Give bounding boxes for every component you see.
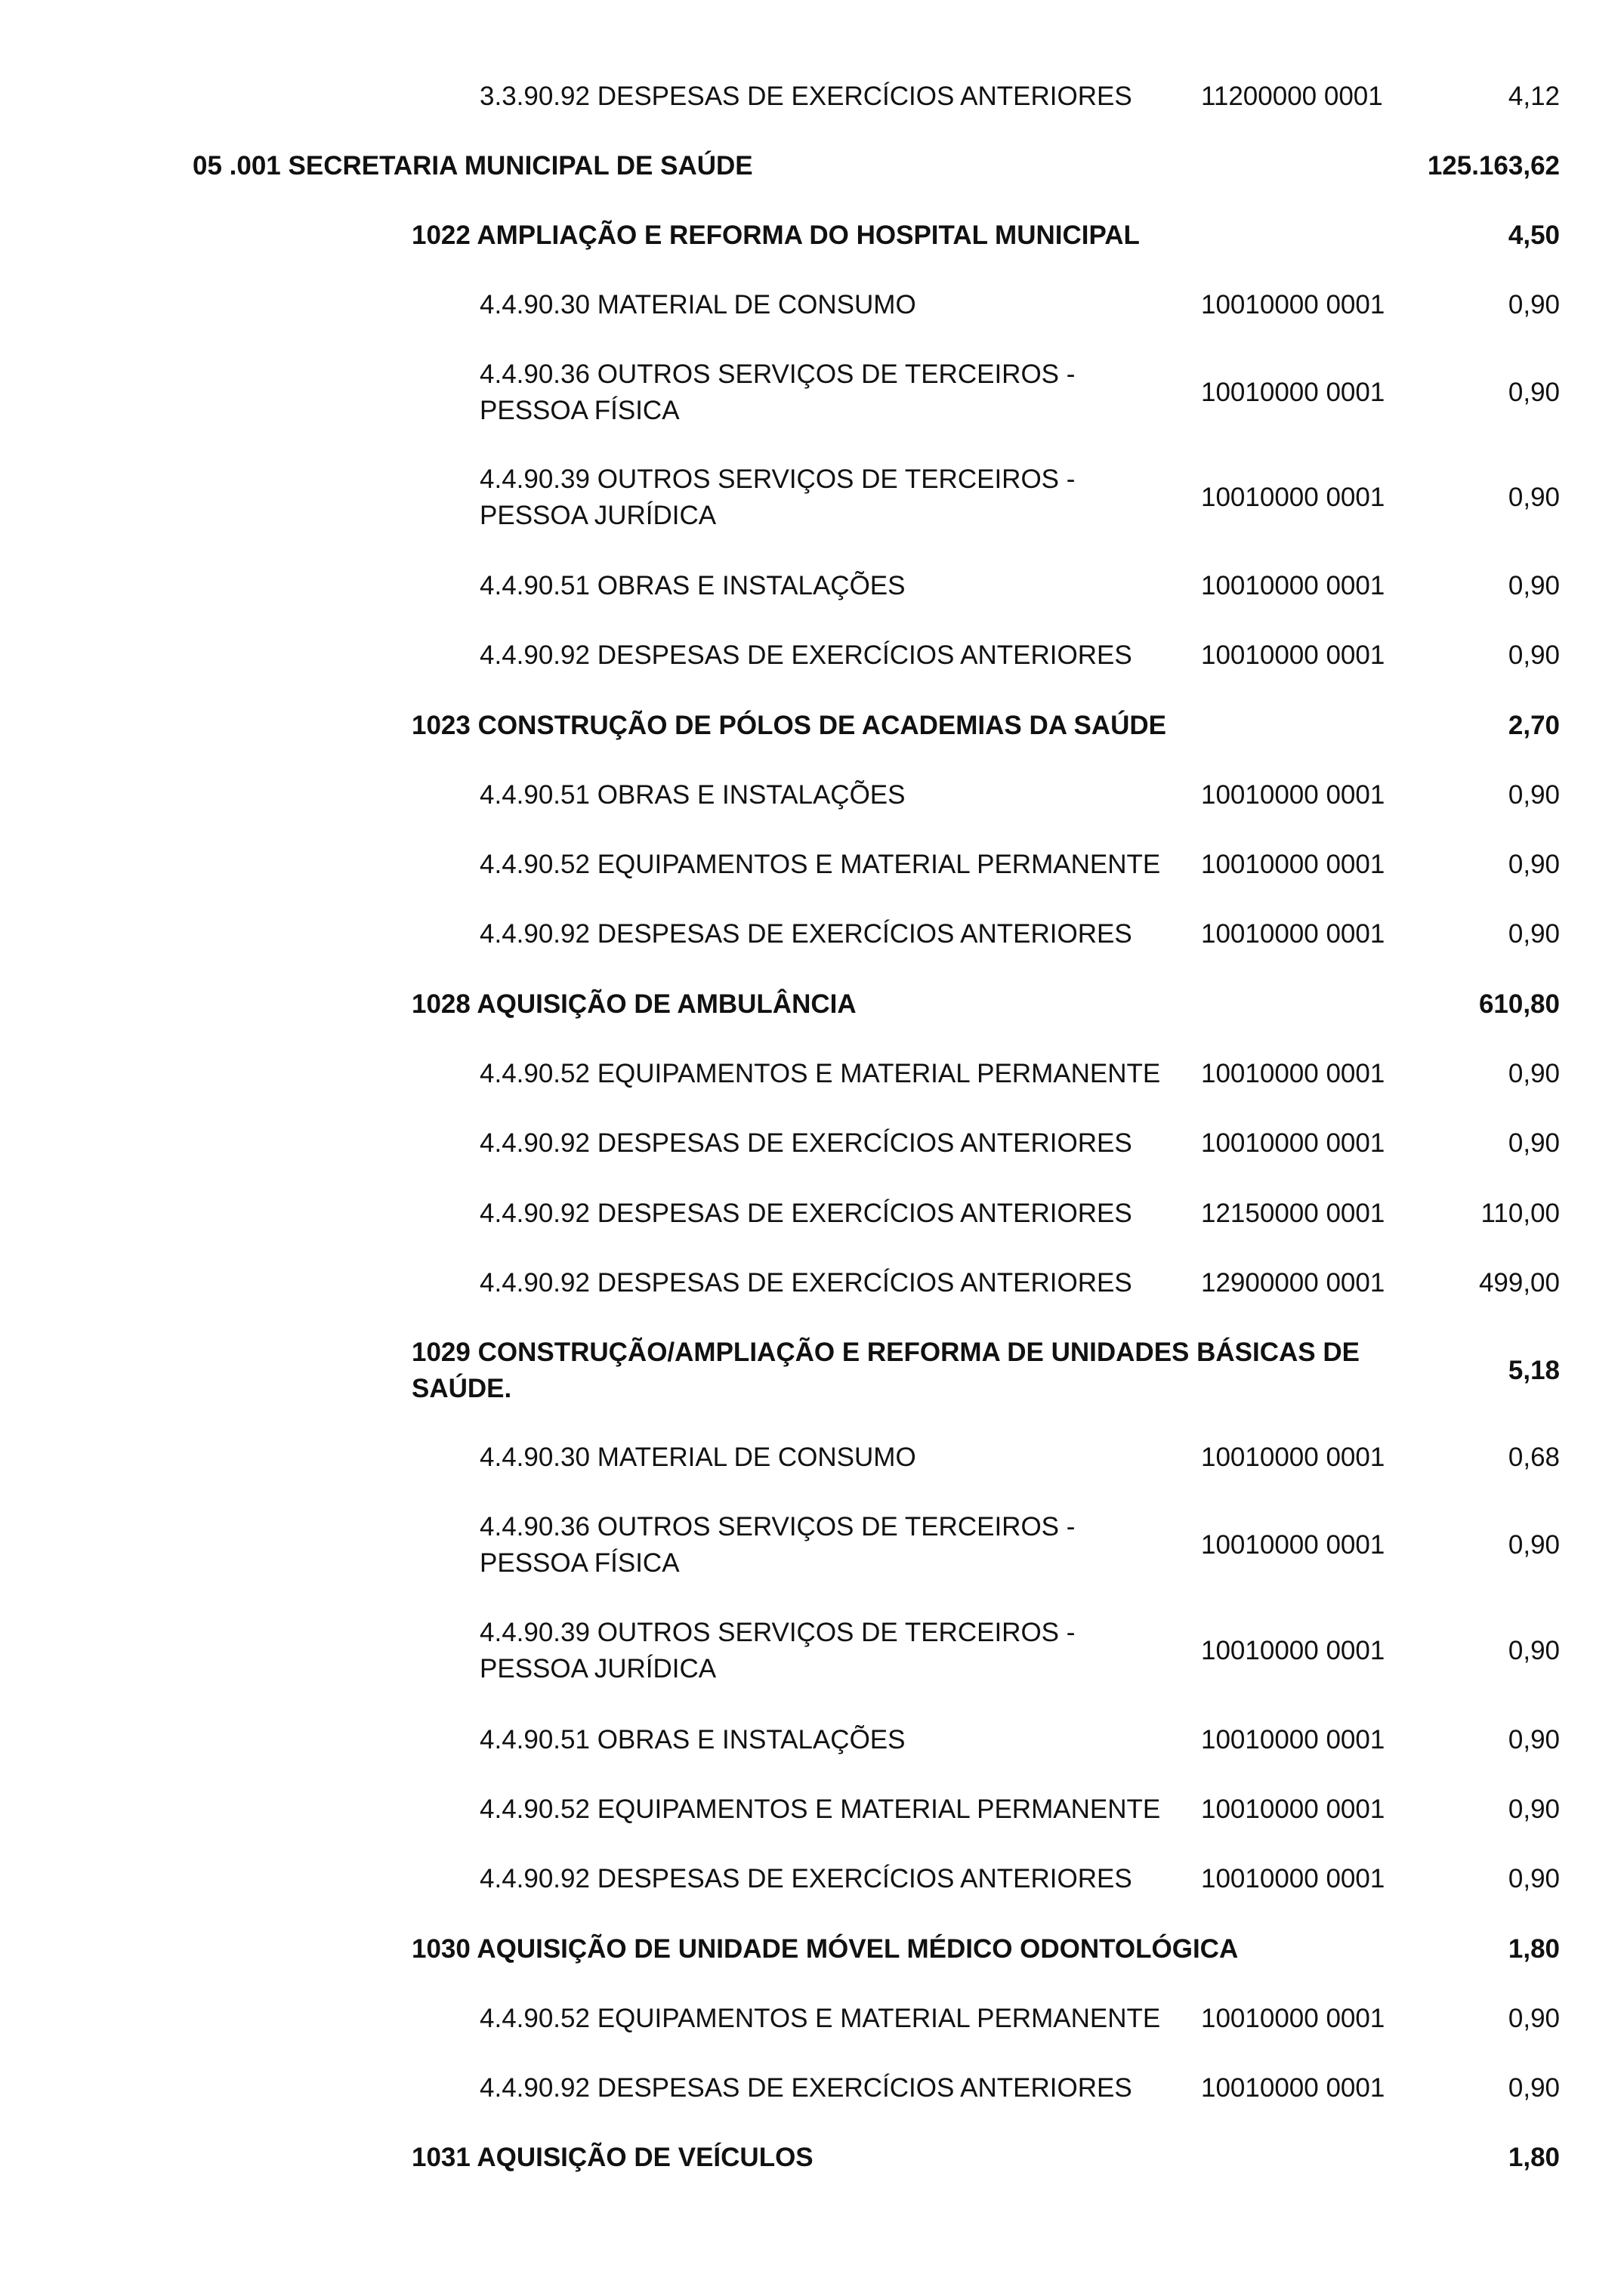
item-source: 11200000 0001 — [1201, 82, 1383, 111]
project-description: 1031 AQUISIÇÃO DE VEÍCULOS — [412, 2143, 814, 2172]
item-row — [480, 356, 1560, 429]
item-value: 0,90 — [1508, 919, 1560, 949]
project-value: 610,80 — [1478, 989, 1560, 1019]
item-description: 4.4.90.92 DESPESAS DE EXERCÍCIOS ANTERIORES — [480, 1864, 1132, 1893]
item-description: 4.4.90.36 OUTROS SERVIÇOS DE TERCEIROS - PESSOA FÍSICA — [480, 1512, 1076, 1578]
item-description: 4.4.90.92 DESPESAS DE EXERCÍCIOS ANTERIORES — [480, 1199, 1132, 1228]
item-source: 10010000 0001 — [1201, 780, 1385, 810]
item-source: 12150000 0001 — [1201, 1199, 1385, 1228]
item-value: 0,90 — [1508, 1128, 1560, 1158]
item-description: 4.4.90.52 EQUIPAMENTOS E MATERIAL PERMANENTE — [480, 2004, 1161, 2033]
item-description: 4.4.90.39 OUTROS SERVIÇOS DE TERCEIROS - PESSOA JURÍDICA — [480, 1618, 1076, 1683]
item-value: 0,90 — [1508, 1795, 1560, 1824]
item-description: 4.4.90.36 OUTROS SERVIÇOS DE TERCEIROS - PESSOA FÍSICA — [480, 360, 1076, 425]
project-description: 1022 AMPLIAÇÃO E REFORMA DO HOSPITAL MUNICIPAL — [412, 221, 1140, 250]
item-value: 0,90 — [1508, 483, 1560, 512]
section-value: 125.163,62 — [1427, 151, 1560, 181]
item-source: 10010000 0001 — [1201, 1795, 1385, 1824]
project-value: 1,80 — [1508, 2143, 1560, 2172]
item-description: 4.4.90.92 DESPESAS DE EXERCÍCIOS ANTERIORES — [480, 1128, 1132, 1158]
item-value: 0,90 — [1508, 571, 1560, 600]
item-description: 4.4.90.92 DESPESAS DE EXERCÍCIOS ANTERIORES — [480, 919, 1132, 949]
item-source: 10010000 0001 — [1201, 2073, 1385, 2103]
item-value: 110,00 — [1480, 1199, 1560, 1228]
item-description: 3.3.90.92 DESPESAS DE EXERCÍCIOS ANTERIORES — [480, 82, 1132, 111]
item-row — [480, 1509, 1560, 1582]
item-source: 12900000 0001 — [1201, 1268, 1385, 1298]
section-description: 05 .001 SECRETARIA MUNICIPAL DE SAÚDE — [193, 151, 753, 181]
project-value: 4,50 — [1508, 221, 1560, 250]
item-source: 10010000 0001 — [1201, 1864, 1385, 1893]
item-source: 10010000 0001 — [1201, 290, 1385, 319]
item-source: 10010000 0001 — [1201, 1059, 1385, 1088]
item-source: 10010000 0001 — [1201, 483, 1385, 512]
item-source: 10010000 0001 — [1201, 1443, 1385, 1472]
item-value: 0,90 — [1508, 640, 1560, 670]
project-description: 1030 AQUISIÇÃO DE UNIDADE MÓVEL MÉDICO ODONTOLÓGICA — [412, 1934, 1239, 1964]
item-source: 10010000 0001 — [1201, 640, 1385, 670]
item-description: 4.4.90.30 MATERIAL DE CONSUMO — [480, 290, 916, 319]
project-description: 1029 CONSTRUÇÃO/AMPLIAÇÃO E REFORMA DE UNIDADES BÁSICAS DE SAÚDE. — [412, 1338, 1360, 1403]
item-description: 4.4.90.92 DESPESAS DE EXERCÍCIOS ANTERIORES — [480, 640, 1132, 670]
item-source: 10010000 0001 — [1201, 919, 1385, 949]
item-description: 4.4.90.51 OBRAS E INSTALAÇÕES — [480, 1725, 906, 1754]
item-description: 4.4.90.51 OBRAS E INSTALAÇÕES — [480, 571, 906, 600]
item-value: 4,12 — [1508, 82, 1560, 111]
item-value: 499,00 — [1478, 1268, 1560, 1298]
item-value: 0,90 — [1508, 1864, 1560, 1893]
project-value: 2,70 — [1508, 711, 1560, 740]
item-value: 0,90 — [1508, 1636, 1560, 1665]
item-description: 4.4.90.51 OBRAS E INSTALAÇÕES — [480, 780, 906, 810]
project-value: 1,80 — [1508, 1934, 1560, 1964]
project-description: 1023 CONSTRUÇÃO DE PÓLOS DE ACADEMIAS DA SAÚDE — [412, 711, 1166, 740]
item-row — [480, 461, 1560, 534]
item-description: 4.4.90.92 DESPESAS DE EXERCÍCIOS ANTERIORES — [480, 2073, 1132, 2103]
item-source: 10010000 0001 — [1201, 850, 1385, 879]
item-source: 10010000 0001 — [1201, 1725, 1385, 1754]
item-source: 10010000 0001 — [1201, 378, 1385, 407]
item-description: 4.4.90.92 DESPESAS DE EXERCÍCIOS ANTERIORES — [480, 1268, 1132, 1298]
project-description: 1028 AQUISIÇÃO DE AMBULÂNCIA — [412, 989, 857, 1019]
item-value: 0,90 — [1508, 2004, 1560, 2033]
item-source: 10010000 0001 — [1201, 571, 1385, 600]
item-description: 4.4.90.39 OUTROS SERVIÇOS DE TERCEIROS - PESSOA JURÍDICA — [480, 464, 1076, 530]
project-row — [412, 1335, 1560, 1407]
item-description: 4.4.90.52 EQUIPAMENTOS E MATERIAL PERMANENTE — [480, 1059, 1161, 1088]
item-source: 10010000 0001 — [1201, 1128, 1385, 1158]
item-description: 4.4.90.52 EQUIPAMENTOS E MATERIAL PERMANENTE — [480, 1795, 1161, 1824]
item-value: 0,90 — [1508, 1059, 1560, 1088]
item-value: 0,90 — [1508, 1530, 1560, 1560]
item-value: 0,68 — [1508, 1443, 1560, 1472]
item-description: 4.4.90.30 MATERIAL DE CONSUMO — [480, 1443, 916, 1472]
item-source: 10010000 0001 — [1201, 2004, 1385, 2033]
item-value: 0,90 — [1508, 378, 1560, 407]
item-row — [480, 1615, 1560, 1687]
item-value: 0,90 — [1508, 1725, 1560, 1754]
item-value: 0,90 — [1508, 850, 1560, 879]
item-value: 0,90 — [1508, 290, 1560, 319]
item-source: 10010000 0001 — [1201, 1530, 1385, 1560]
item-description: 4.4.90.52 EQUIPAMENTOS E MATERIAL PERMANENTE — [480, 850, 1161, 879]
item-source: 10010000 0001 — [1201, 1636, 1385, 1665]
project-value: 5,18 — [1508, 1356, 1560, 1385]
item-value: 0,90 — [1508, 780, 1560, 810]
item-value: 0,90 — [1508, 2073, 1560, 2103]
